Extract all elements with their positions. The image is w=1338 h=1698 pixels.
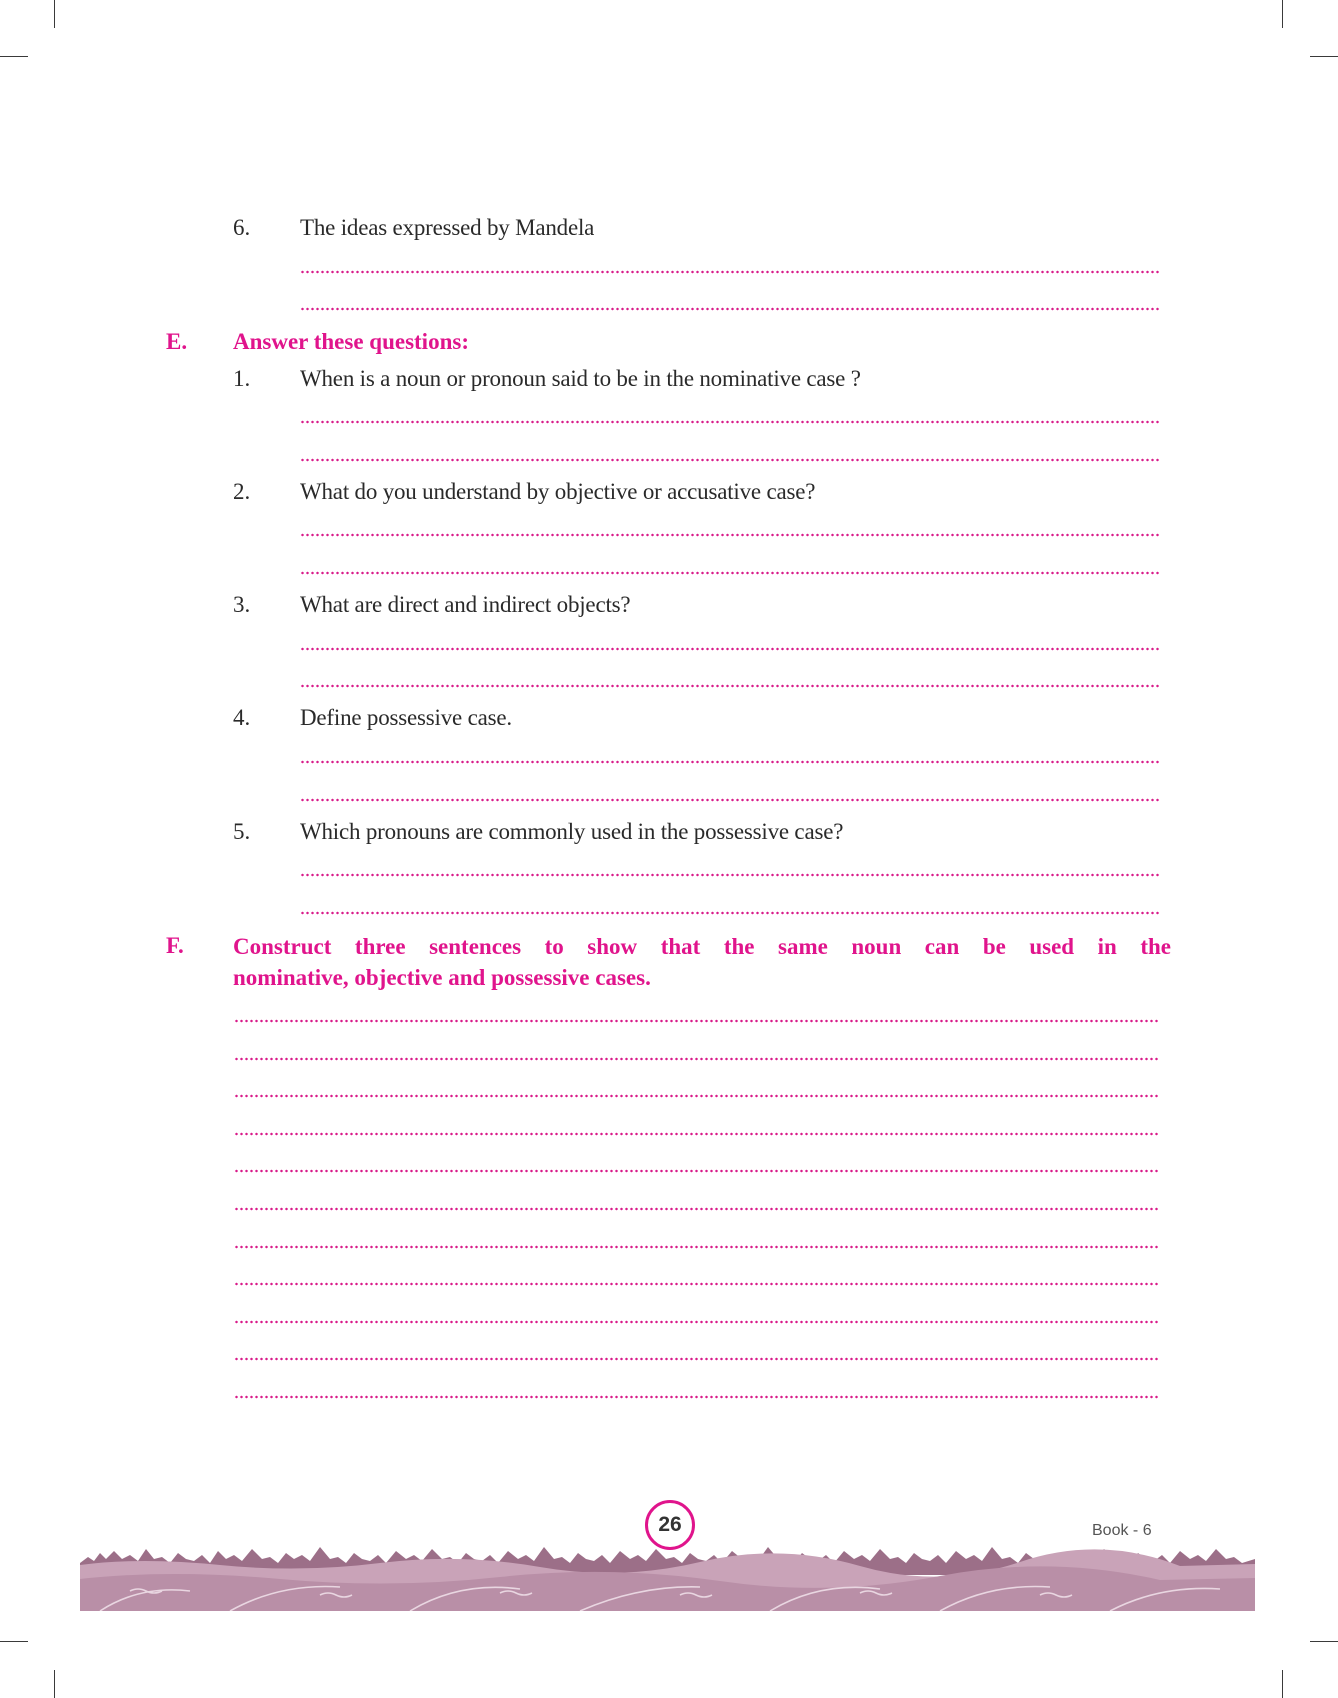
answer-line[interactable] [234,1094,1160,1098]
crop-mark [1310,56,1338,57]
section-prompt-line: Construct three sentences to show that the same noun can be used in the [233,934,1171,959]
answer-line[interactable] [300,533,1160,537]
answer-line[interactable] [234,1320,1160,1324]
question-text: What are direct and indirect objects? [300,592,631,617]
question-number: 3. [233,592,251,617]
crop-mark [54,1670,55,1698]
item-text: The ideas expressed by Mandela [300,215,595,240]
crop-mark [1282,0,1283,28]
question-number: 1. [233,366,251,391]
crop-mark [1310,1641,1338,1642]
answer-line[interactable] [300,911,1160,915]
section-letter: F. [166,933,184,958]
answer-line[interactable] [234,1245,1160,1249]
question-number: 4. [233,705,251,730]
answer-line[interactable] [300,270,1160,274]
question-text: Define possessive case. [300,705,512,730]
answer-line[interactable] [234,1282,1160,1286]
crop-mark [54,0,55,28]
question-number: 5. [233,819,251,844]
answer-line[interactable] [234,1057,1160,1061]
question-number: 2. [233,479,251,504]
answer-line[interactable] [234,1132,1160,1136]
answer-line[interactable] [300,307,1160,311]
question-text: What do you understand by objective or accusative case? [300,479,816,504]
answer-line[interactable] [234,1357,1160,1361]
answer-line[interactable] [234,1207,1160,1211]
crop-mark [0,1641,28,1642]
answer-line[interactable] [300,684,1160,688]
crop-mark [0,56,28,57]
section-letter: E. [166,329,188,354]
answer-line[interactable] [300,647,1160,651]
book-label: Book - 6 [1092,1522,1152,1539]
answer-line[interactable] [300,760,1160,764]
answer-line[interactable] [300,873,1160,877]
section-prompt-line: nominative, objective and possessive cases. [233,965,651,990]
answer-line[interactable] [300,458,1160,462]
answer-line[interactable] [234,1019,1160,1023]
answer-line[interactable] [234,1169,1160,1173]
crop-mark [1282,1670,1283,1698]
page-number: 26 [645,1500,695,1550]
answer-line[interactable] [300,420,1160,424]
answer-line[interactable] [300,571,1160,575]
section-title: Answer these questions: [233,329,469,354]
answer-line[interactable] [300,798,1160,802]
question-text: Which pronouns are commonly used in the possessive case? [300,819,844,844]
item-number: 6. [233,215,251,240]
answer-line[interactable] [234,1395,1160,1399]
section-prompt [233,931,1171,993]
question-text: When is a noun or pronoun said to be in the nominative case ? [300,366,861,391]
